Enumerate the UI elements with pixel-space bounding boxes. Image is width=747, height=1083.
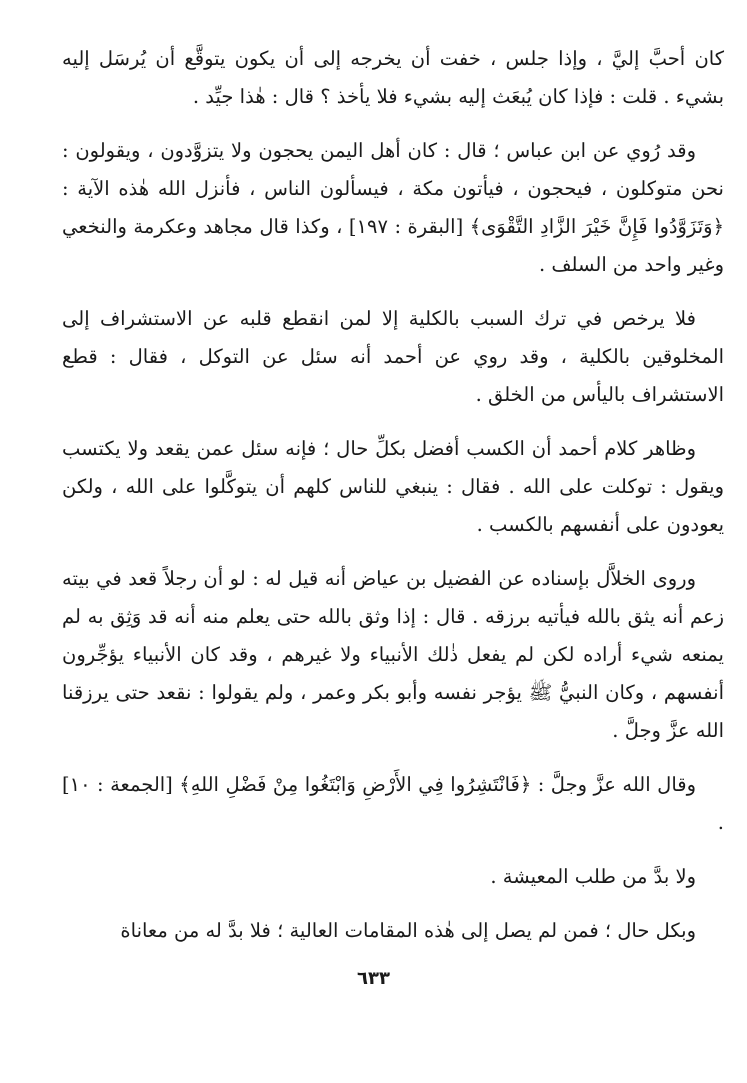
paragraph-7: ولا بدَّ من طلب المعيشة .	[490, 865, 696, 888]
paragraph-3: فلا يرخص في ترك السبب بالكلية إلا لمن انقطع قلبه عن الاستشراف إلى المخلوقين بالكلية ، وقد روي عن أحمد أنه سئل عن التوكل ، فقال : قطع الاستشراف باليأس من الخلق .	[62, 307, 724, 406]
page-number: ٦٣٣	[357, 968, 390, 989]
paragraph-8: وبكل حال ؛ فمن لم يصل إلى هٰذه المقامات العالية ؛ فلا بدَّ له من معاناة	[120, 919, 696, 942]
paragraph-4: وظاهر كلام أحمد أن الكسب أفضل بكلِّ حال ؛ فإنه سئل عمن يقعد ولا يكتسب ويقول : توكلت على الله . فقال : ينبغي للناس كلهم أن يتوكَّلوا على الله ، ولكن يعودون على أنفسهم بالكسب .	[62, 437, 724, 536]
paragraph-5: وروى الخلاَّل بإسناده عن الفضيل بن عياض أنه قيل له : لو أن رجلاً قعد في بيته زعم أنه يثق بالله فيأتيه برزقه . قال : إذا وثق بالله حتى يعلم منه أنه قد وَثِق به لم يمنعه شيء أراده لكن لم يفعل ذٰلك الأنبياء ولا غيرهم ، وقد كان الأنبياء يؤجِّرون أنفسهم ، وكان النبيُّ ﷺ يؤجر نفسه وأبو بكر وعمر ، ولم يقولوا : نقعد حتى يرزقنا الله عزَّ وجلَّ .	[62, 567, 724, 742]
page-body	[62, 40, 724, 1040]
paragraph-1: كان أحبَّ إليَّ ، وإذا جلس ، خفت أن يخرجه إلى أن يكون يتوقَّع أن يُرسَل إليه بشيء . قلت : فإذا كان يُبعَث إليه بشيء فلا يأخذ ؟ قال : هٰذا جيِّد .	[62, 47, 724, 108]
paragraph-6: وقال الله عزَّ وجلَّ : ﴿فَانْتَشِرُوا فِي الأَرْضِ وَابْتَغُوا مِنْ فَضْلِ اللهِ﴾ [الجمعة : ١٠] .	[62, 773, 724, 834]
paragraph-2: وقد رُوي عن ابن عباس ؛ قال : كان أهل اليمن يحجون ولا يتزوَّدون ، ويقولون : نحن متوكلون ، فيحجون ، فيأتون مكة ، فيسألون الناس ، فأنزل الله هٰذه الآية : ﴿وَتَزَوَّدُوا فَإِنَّ خَيْرَ الزَّادِ التَّقْوَى﴾ [البقرة : ١٩٧] ، وكذا قال مجاهد وعكرمة والنخعي وغير واحد من السلف .	[62, 139, 724, 276]
